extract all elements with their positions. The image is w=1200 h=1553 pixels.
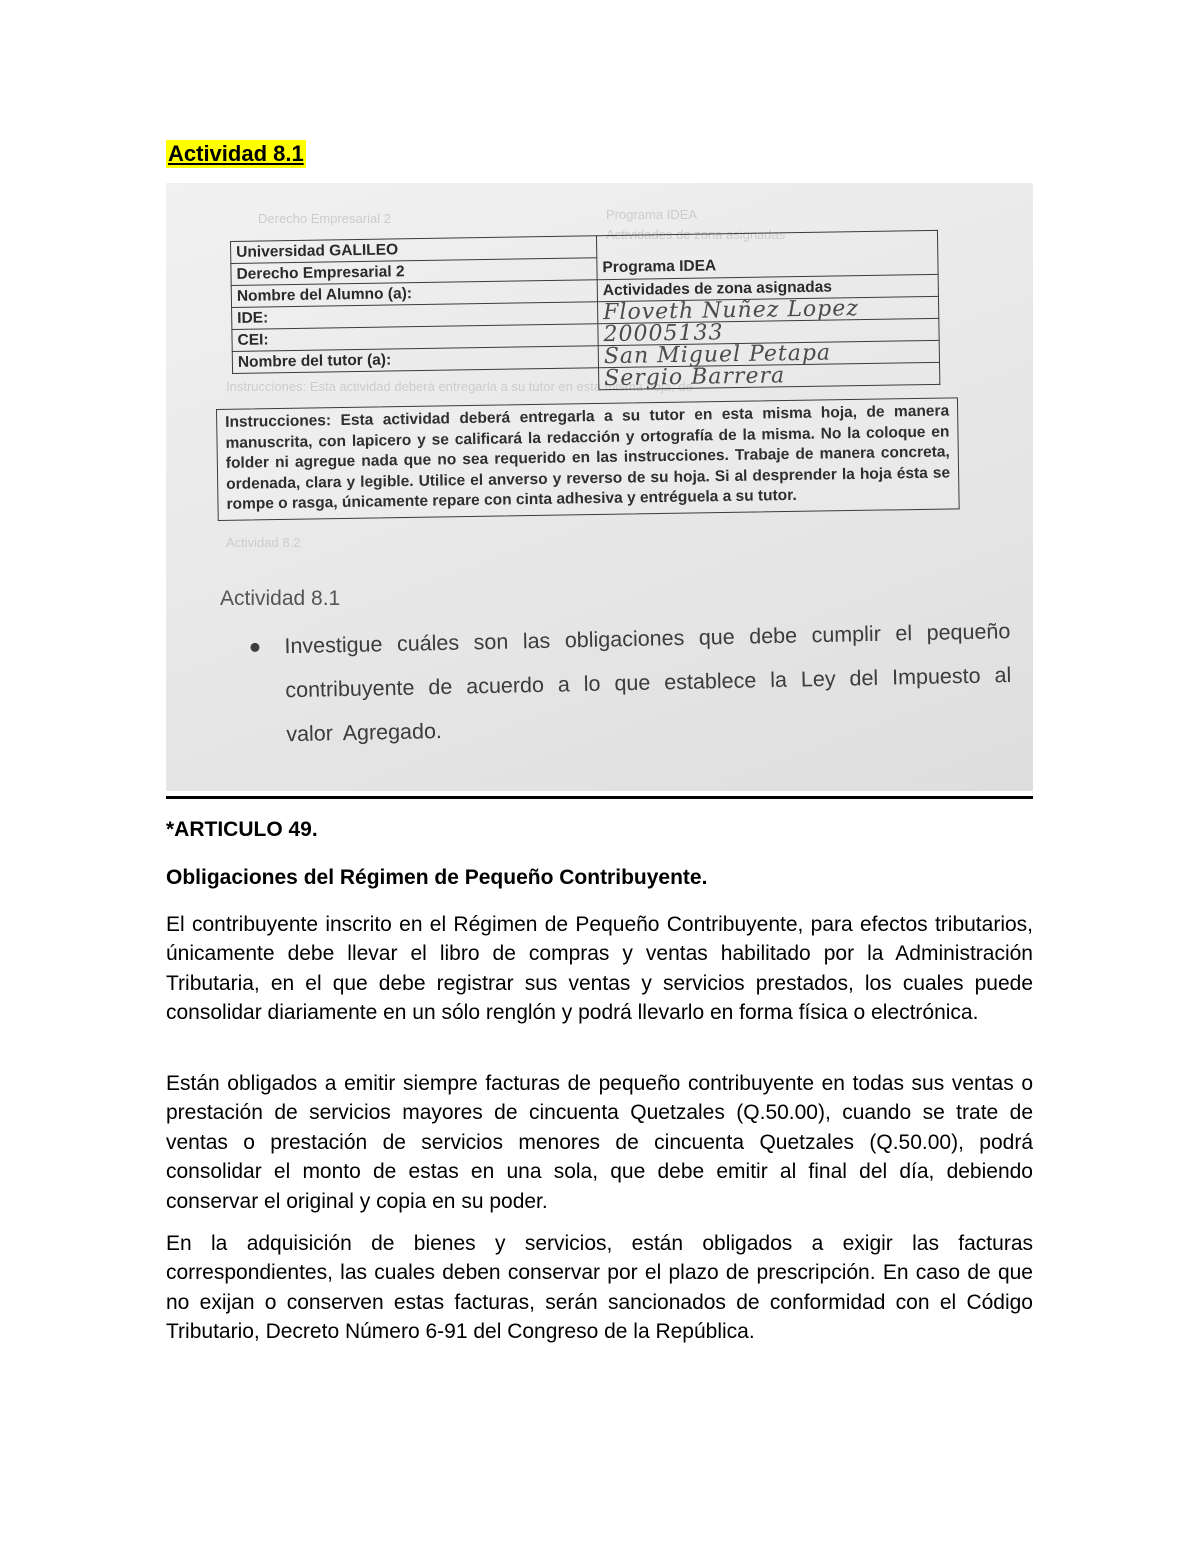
- article-paragraph: Están obligados a emitir siempre facturas de pequeño contribuyente en todas sus ventas o prestación de servicios mayores de cincuenta Quetzales (Q.50.00), cuando se trate de ventas o prestación de servicios menores de cincuenta Quetzales (Q.50.00), podrá consolidar el monto de estas en una sola, que debe emitir al final del día, debiendo conservar el original y copia en su poder.: [166, 1072, 1033, 1213]
- worksheet-photo: [166, 183, 1033, 791]
- bleed-through-text: Actividad 8.2: [226, 535, 301, 550]
- course-cell: Derecho Empresarial 2: [231, 258, 597, 286]
- activity-bullet: [250, 609, 1013, 757]
- student-name-handwritten: Floveth Nuñez Lopez: [597, 296, 938, 323]
- program-cell: Programa IDEA: [597, 252, 938, 279]
- photo-activity-title: Actividad 8.1: [220, 587, 341, 610]
- article-paragraph: El contribuyente inscrito en el Régimen de Pequeño Contribuyente, para efectos tributarios, únicamente debe llevar el libro de compras y ventas habilitado por la Administración Tributaria, en el que debe registrar sus ventas y servicios prestados, los cuales puede consolidar diariamente en un sólo renglón y podrá llevarlo en forma física o electrónica.: [166, 913, 1033, 1025]
- section-divider: [166, 796, 1033, 799]
- bullet-text: Investigue cuáles son las obligaciones que debe cumplir el pequeño contribuyente de acuerdo a lo que establece la Ley del Impuesto al valor Agregado.: [284, 619, 1012, 747]
- page-heading: Actividad 8.1: [168, 141, 304, 166]
- instructions-box: Instrucciones: Esta actividad deberá entregarla a su tutor en esta misma hoja, de manera manuscrita, con lapicero y se calificará la redacción y ortografía de la misma. No la coloque en folder ni agregue nada que no sea requerido en las instrucciones. Trabaje de manera concreta, ordenada, clara y legible. Utilice el anverso y reverso de su hoja. Si al desprender la hoja ésta se rompe o rasga, únicamente repare con cinta adhesiva y entréguela a su tutor.: [216, 397, 960, 520]
- student-label: Nombre del Alumno (a):: [231, 280, 597, 308]
- article-number: *ARTICULO 49.: [166, 818, 318, 841]
- bullet-icon: [250, 643, 259, 652]
- ide-label: IDE:: [232, 302, 598, 330]
- tutor-handwritten: Sergio Barrera: [599, 362, 940, 389]
- student-info-table: [230, 230, 940, 396]
- article-title: Obligaciones del Régimen de Pequeño Contribuyente.: [166, 866, 708, 889]
- activities-cell: Actividades de zona asignadas: [597, 274, 938, 301]
- cei-label: CEI:: [232, 324, 598, 352]
- university-cell: Universidad GALILEO: [231, 236, 597, 264]
- bleed-through-text: Instrucciones: Esta actividad deberá entregarla a su tutor en esta misma hoja, de: [226, 379, 693, 394]
- ide-handwritten: 20005133: [598, 318, 939, 345]
- bleed-through-text: Derecho Empresarial 2: [258, 211, 391, 226]
- cei-handwritten: San Miguel Petapa: [598, 340, 939, 367]
- article-paragraph: En la adquisición de bienes y servicios, están obligados a exigir las facturas correspondientes, las cuales deben conservar por el plazo de prescripción. En caso de que no exijan o conserven estas facturas, serán sancionados de conformidad con el Código Tributario, Decreto Número 6-91 del Congreso de la República.: [166, 1232, 1033, 1344]
- bleed-through-text: Programa IDEA: [606, 207, 698, 222]
- bleed-through-text: Actividades de zona asignadas: [606, 227, 786, 242]
- tutor-label: Nombre del tutor (a):: [232, 346, 598, 374]
